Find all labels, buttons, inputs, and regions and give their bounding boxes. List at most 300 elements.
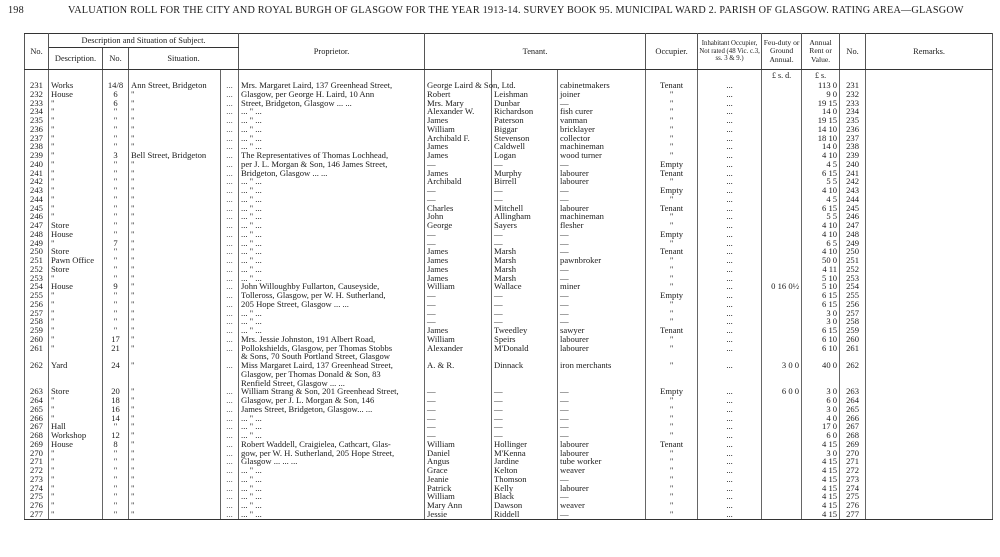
annual-value: 4 15 [802, 510, 840, 519]
feu-duty [762, 116, 802, 125]
annual-value: 4 10 [802, 221, 840, 230]
proprietor: ... " ... [239, 466, 425, 475]
inhabitant-occupier: ... [698, 431, 762, 440]
inhabitant-occupier: ... [698, 501, 762, 510]
situation: " [129, 510, 221, 519]
remarks [866, 326, 993, 335]
occupier: " [646, 265, 698, 274]
header-annual-value: Annual Rent or Value. [802, 34, 840, 70]
feu-duty [762, 422, 802, 431]
occupier: " [646, 282, 698, 291]
situation-ditto: ... [221, 317, 239, 326]
header-description-group: Description and Situation of Subject. [49, 34, 239, 48]
tenant-trade: labourer [558, 177, 646, 186]
feu-duty [762, 335, 802, 344]
tenant-surname: Black [492, 492, 558, 501]
tenant-surname: Mitchell [492, 204, 558, 213]
tenant-forename: James [425, 151, 492, 160]
proprietor: Robert Waddell, Craigielea, Cathcart, Glas- [239, 440, 425, 449]
inhabitant-occupier: ... [698, 309, 762, 318]
header-occupier: Occupier. [646, 34, 698, 70]
remarks [866, 221, 993, 230]
street-number: 21 [103, 344, 129, 353]
situation-ditto: ... [221, 134, 239, 143]
tenant-forename: James [425, 116, 492, 125]
annual-value: 4 11 [802, 265, 840, 274]
description: " [49, 151, 103, 160]
feu-duty [762, 396, 802, 405]
tenant-forename: Jessie [425, 510, 492, 519]
feu-duty: 0 16 0½ [762, 282, 802, 291]
feu-duty: 3 0 0 [762, 361, 802, 370]
street-number: 8 [103, 440, 129, 449]
description: " [49, 177, 103, 186]
occupier: " [646, 466, 698, 475]
tenant-forename: Archibald F. [425, 134, 492, 143]
description: " [49, 309, 103, 318]
inhabitant-occupier: ... [698, 204, 762, 213]
entry-number-repeat: 259 [840, 326, 866, 335]
inhabitant-occupier: ... [698, 492, 762, 501]
remarks [866, 370, 993, 379]
tenant-trade: — [558, 160, 646, 169]
proprietor: & Sons, 70 South Portland Street, Glasgow [239, 352, 425, 361]
situation-ditto: ... [221, 239, 239, 248]
street-number: 14 [103, 414, 129, 423]
inhabitant-occupier: ... [698, 186, 762, 195]
inhabitant-occupier: ... [698, 195, 762, 204]
situation [129, 370, 221, 379]
annual-value: 4 10 [802, 247, 840, 256]
situation: " [129, 204, 221, 213]
tenant-trade: machineman [558, 212, 646, 221]
proprietor: ... " ... [239, 431, 425, 440]
tenant-trade: — [558, 405, 646, 414]
tenant-forename: — [425, 230, 492, 239]
annual-value: 14 10 [802, 125, 840, 134]
situation-ditto: ... [221, 431, 239, 440]
situation-ditto: ... [221, 99, 239, 108]
tenant-trade: labourer [558, 344, 646, 353]
proprietor: ... " ... [239, 142, 425, 151]
tenant-surname: M'Kenna [492, 449, 558, 458]
tenant-trade: — [558, 475, 646, 484]
tenant-trade: iron merchants [558, 361, 646, 370]
entry-number: 233 [25, 99, 49, 108]
tenant-forename: William [425, 282, 492, 291]
proprietor: ... " ... [239, 256, 425, 265]
entry-number-repeat: 275 [840, 492, 866, 501]
description: House [49, 282, 103, 291]
street-number: " [103, 247, 129, 256]
inhabitant-occupier: ... [698, 475, 762, 484]
occupier: " [646, 361, 698, 370]
tenant-surname: Stevenson [492, 134, 558, 143]
tenant-surname: Dinnack [492, 361, 558, 370]
entry-number: 275 [25, 492, 49, 501]
entry-number-repeat: 234 [840, 107, 866, 116]
tenant-surname: M'Donald [492, 344, 558, 353]
entry-number-repeat: 267 [840, 422, 866, 431]
entry-number: 262 [25, 361, 49, 370]
inhabitant-occupier: ... [698, 457, 762, 466]
entry-number: 246 [25, 212, 49, 221]
tenant-forename: — [425, 387, 492, 396]
description: " [49, 501, 103, 510]
inhabitant-occupier [698, 370, 762, 379]
tenant-trade: tube worker [558, 457, 646, 466]
tenant-trade: fish curer [558, 107, 646, 116]
occupier: Tenant [646, 440, 698, 449]
situation-ditto: ... [221, 396, 239, 405]
situation-ditto: ... [221, 247, 239, 256]
occupier: " [646, 90, 698, 99]
tenant-surname: Wallace [492, 282, 558, 291]
tenant-trade: cabinetmakers [558, 81, 646, 90]
header-situation: Situation. [129, 48, 239, 70]
street-number: " [103, 221, 129, 230]
annual-value: 18 10 [802, 134, 840, 143]
situation-ditto: ... [221, 300, 239, 309]
situation-ditto: ... [221, 475, 239, 484]
street-number: " [103, 510, 129, 519]
tenant-surname: Murphy [492, 169, 558, 178]
situation: " [129, 221, 221, 230]
situation: " [129, 466, 221, 475]
tenant-surname: — [492, 387, 558, 396]
situation-ditto: ... [221, 291, 239, 300]
entry-number-repeat: 239 [840, 151, 866, 160]
tenant-surname: Logan [492, 151, 558, 160]
situation-ditto: ... [221, 501, 239, 510]
situation-ditto: ... [221, 361, 239, 370]
occupier: " [646, 309, 698, 318]
entry-number-repeat: 252 [840, 265, 866, 274]
feu-duty [762, 221, 802, 230]
situation: " [129, 186, 221, 195]
remarks [866, 90, 993, 99]
proprietor: ... " ... [239, 221, 425, 230]
tenant-trade: weaver [558, 501, 646, 510]
inhabitant-occupier: ... [698, 274, 762, 283]
entry-number: 237 [25, 134, 49, 143]
situation: " [129, 90, 221, 99]
annual-value: 4 5 [802, 195, 840, 204]
situation-ditto: ... [221, 195, 239, 204]
tenant-trade: sawyer [558, 326, 646, 335]
street-number: " [103, 265, 129, 274]
tenant-trade: labourer [558, 169, 646, 178]
entry-number: 250 [25, 247, 49, 256]
inhabitant-occupier: ... [698, 361, 762, 370]
description: Yard [49, 361, 103, 370]
street-number: " [103, 484, 129, 493]
description: " [49, 484, 103, 493]
proprietor: Glasgow, per Thomas Donald & Son, 83 [239, 370, 425, 379]
annual-value: 4 15 [802, 475, 840, 484]
tenant-trade: — [558, 247, 646, 256]
description: " [49, 449, 103, 458]
remarks [866, 186, 993, 195]
situation [129, 352, 221, 361]
entry-number-repeat: 270 [840, 449, 866, 458]
description: " [49, 405, 103, 414]
inhabitant-occupier: ... [698, 81, 762, 90]
entry-number-repeat: 273 [840, 475, 866, 484]
situation: " [129, 230, 221, 239]
inhabitant-occupier: ... [698, 291, 762, 300]
entry-number-repeat: 244 [840, 195, 866, 204]
tenant-surname: — [492, 431, 558, 440]
feu-duty [762, 142, 802, 151]
situation-ditto: ... [221, 414, 239, 423]
tenant-trade: — [558, 230, 646, 239]
tenant-forename: William [425, 335, 492, 344]
situation: " [129, 431, 221, 440]
entry-number: 258 [25, 317, 49, 326]
feu-duty [762, 291, 802, 300]
entry-number-repeat: 233 [840, 99, 866, 108]
remarks [866, 256, 993, 265]
description: " [49, 396, 103, 405]
header-feu-duty: Feu-duty or Ground Annual. [762, 34, 802, 70]
description: " [49, 335, 103, 344]
situation-ditto: ... [221, 484, 239, 493]
tenant-surname: — [492, 309, 558, 318]
inhabitant-occupier: ... [698, 405, 762, 414]
occupier: " [646, 344, 698, 353]
tenant-trade: vanman [558, 116, 646, 125]
tenant-surname: — [492, 422, 558, 431]
tenant-trade: labourer [558, 204, 646, 213]
annual-value: 6 0 [802, 431, 840, 440]
remarks [866, 99, 993, 108]
situation: " [129, 396, 221, 405]
occupier: " [646, 405, 698, 414]
situation-ditto: ... [221, 90, 239, 99]
occupier: Tenant [646, 81, 698, 90]
proprietor: Mrs. Jessie Johnston, 191 Albert Road, [239, 335, 425, 344]
entry-number: 248 [25, 230, 49, 239]
inhabitant-occupier: ... [698, 125, 762, 134]
tenant-surname: — [492, 195, 558, 204]
entry-number: 265 [25, 405, 49, 414]
tenant-surname: Allingham [492, 212, 558, 221]
tenant-trade: miner [558, 282, 646, 291]
entry-number: 263 [25, 387, 49, 396]
proprietor: ... " ... [239, 317, 425, 326]
feu-duty [762, 492, 802, 501]
feu-duty [762, 256, 802, 265]
tenant-forename: — [425, 195, 492, 204]
inhabitant-occupier: ... [698, 230, 762, 239]
annual-value: 4 10 [802, 230, 840, 239]
situation-ditto: ... [221, 142, 239, 151]
remarks [866, 405, 993, 414]
tenant-trade: — [558, 510, 646, 519]
inhabitant-occupier: ... [698, 335, 762, 344]
description: House [49, 230, 103, 239]
situation-ditto: ... [221, 510, 239, 519]
entry-number: 238 [25, 142, 49, 151]
feu-duty [762, 204, 802, 213]
description: " [49, 186, 103, 195]
tenant-surname: Marsh [492, 265, 558, 274]
entry-number-repeat: 237 [840, 134, 866, 143]
annual-value: 6 0 [802, 396, 840, 405]
entry-number: 270 [25, 449, 49, 458]
annual-value: 17 0 [802, 422, 840, 431]
entry-number-repeat: 263 [840, 387, 866, 396]
header-remarks: Remarks. [866, 34, 993, 70]
description: " [49, 212, 103, 221]
occupier: " [646, 317, 698, 326]
entry-number-repeat: 248 [840, 230, 866, 239]
inhabitant-occupier: ... [698, 169, 762, 178]
proprietor: ... " ... [239, 247, 425, 256]
feu-duty [762, 177, 802, 186]
street-number: " [103, 422, 129, 431]
tenant-surname: — [492, 239, 558, 248]
entry-number: 253 [25, 274, 49, 283]
occupier: Empty [646, 230, 698, 239]
entry-number-repeat: 240 [840, 160, 866, 169]
occupier: Tenant [646, 326, 698, 335]
entry-number: 240 [25, 160, 49, 169]
page-title: VALUATION ROLL FOR THE CITY AND ROYAL BURGH OF GLASGOW FOR THE YEAR 1913-14. SURVEY BOOK 95. MUNICIPAL WARD 2. PARISH OF GLASGOW. RATING AREA—GLASGOW [68, 5, 964, 16]
tenant-surname: Leishman [492, 90, 558, 99]
description [49, 370, 103, 379]
remarks [866, 396, 993, 405]
feu-duty [762, 151, 802, 160]
feu-duty [762, 510, 802, 519]
description: Store [49, 247, 103, 256]
entry-number: 242 [25, 177, 49, 186]
occupier: " [646, 125, 698, 134]
street-number: " [103, 309, 129, 318]
street-number: " [103, 230, 129, 239]
tenant-surname: — [492, 414, 558, 423]
occupier: " [646, 475, 698, 484]
entry-number: 245 [25, 204, 49, 213]
entry-number-repeat: 269 [840, 440, 866, 449]
remarks [866, 230, 993, 239]
header-inhabitant-occupier: Inhabitant Occupier, Not rated (48 Vic. c.3, ss. 3 & 9.) [698, 34, 762, 70]
feu-duty [762, 239, 802, 248]
feu-duty [762, 440, 802, 449]
proprietor: ... " ... [239, 204, 425, 213]
tenant-forename: William [425, 440, 492, 449]
description: " [49, 414, 103, 423]
entry-number: 235 [25, 116, 49, 125]
feu-duty [762, 169, 802, 178]
description: " [49, 160, 103, 169]
proprietor: Bridgeton, Glasgow ... ... [239, 169, 425, 178]
situation: Bell Street, Bridgeton [129, 151, 221, 160]
annual-units: £ s. [802, 70, 840, 82]
annual-value [802, 370, 840, 379]
situation-ditto: ... [221, 125, 239, 134]
tenant-forename: Archibald [425, 177, 492, 186]
proprietor: Tolleross, Glasgow, per W. H. Sutherland, [239, 291, 425, 300]
entry-number: 239 [25, 151, 49, 160]
entry-number: 251 [25, 256, 49, 265]
tenant-surname: — [492, 186, 558, 195]
occupier: " [646, 151, 698, 160]
table-row [25, 344, 993, 353]
tenant-trade: — [558, 414, 646, 423]
tenant-surname: — [492, 230, 558, 239]
description: " [49, 344, 103, 353]
tenant-surname: Kelton [492, 466, 558, 475]
street-number: 3 [103, 151, 129, 160]
occupier: " [646, 510, 698, 519]
situation-ditto: ... [221, 177, 239, 186]
situation: " [129, 99, 221, 108]
annual-value: 3 0 [802, 449, 840, 458]
tenant-forename: Daniel [425, 449, 492, 458]
annual-value: 4 15 [802, 484, 840, 493]
annual-value: 6 15 [802, 204, 840, 213]
street-number: 6 [103, 99, 129, 108]
feu-duty [762, 326, 802, 335]
street-number: " [103, 326, 129, 335]
occupier: " [646, 396, 698, 405]
tenant-surname: Dawson [492, 501, 558, 510]
occupier: " [646, 422, 698, 431]
inhabitant-occupier: ... [698, 440, 762, 449]
situation-ditto: ... [221, 160, 239, 169]
tenant-surname: Hollinger [492, 440, 558, 449]
remarks [866, 142, 993, 151]
tenant-trade: — [558, 99, 646, 108]
annual-value: 19 15 [802, 116, 840, 125]
remarks [866, 457, 993, 466]
tenant-trade: — [558, 195, 646, 204]
tenant-trade: — [558, 309, 646, 318]
proprietor: ... " ... [239, 116, 425, 125]
situation-ditto: ... [221, 116, 239, 125]
tenant-forename: George Laird & Son, Ltd. [425, 81, 492, 90]
occupier: " [646, 300, 698, 309]
inhabitant-occupier: ... [698, 107, 762, 116]
proprietor: 205 Hope Street, Glasgow ... ... [239, 300, 425, 309]
tenant-surname: Thomson [492, 475, 558, 484]
entry-number: 268 [25, 431, 49, 440]
inhabitant-occupier: ... [698, 344, 762, 353]
entry-number: 256 [25, 300, 49, 309]
tenant-surname: — [492, 405, 558, 414]
description: Pawn Office [49, 256, 103, 265]
occupier: " [646, 431, 698, 440]
annual-value: 6 15 [802, 300, 840, 309]
occupier: " [646, 457, 698, 466]
situation-ditto: ... [221, 457, 239, 466]
description: " [49, 142, 103, 151]
header-no: No. [25, 34, 49, 70]
street-number: " [103, 492, 129, 501]
tenant-surname: Paterson [492, 116, 558, 125]
feu-duty [762, 125, 802, 134]
tenant-forename: James [425, 169, 492, 178]
inhabitant-occupier: ... [698, 221, 762, 230]
tenant-forename: James [425, 326, 492, 335]
remarks [866, 344, 993, 353]
inhabitant-occupier: ... [698, 212, 762, 221]
entry-number-repeat: 257 [840, 309, 866, 318]
proprietor: ... " ... [239, 134, 425, 143]
remarks [866, 265, 993, 274]
